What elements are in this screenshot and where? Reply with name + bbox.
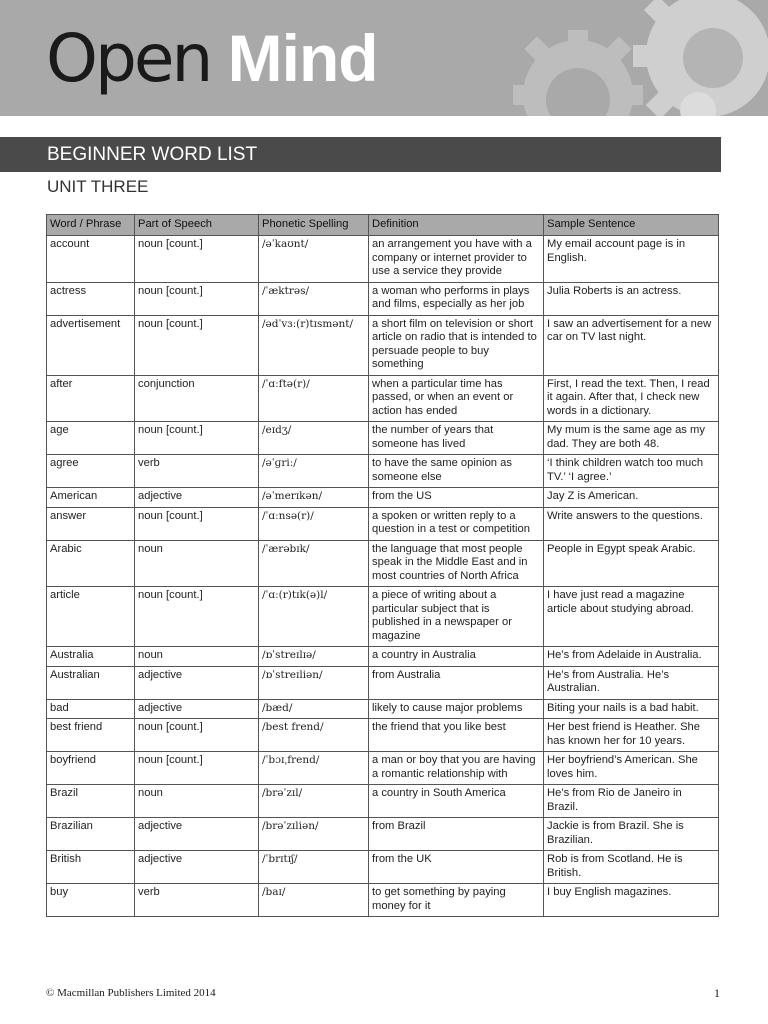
phonetic-cell: /ˈɑː(r)tɪk(ə)l/ [259, 587, 369, 647]
phonetic-cell: /brəˈzɪliən/ [259, 818, 369, 851]
part-of-speech-cell: adjective [135, 851, 259, 884]
sample-sentence-cell: He’s from Australia. He’s Australian. [544, 666, 719, 699]
sample-sentence-cell: Jackie is from Brazil. She is Brazilian. [544, 818, 719, 851]
definition-cell: when a particular time has passed, or when an event or action has ended [369, 375, 544, 422]
word-cell: British [47, 851, 135, 884]
definition-cell: a man or boy that you are having a romantic relationship with [369, 752, 544, 785]
column-header: Phonetic Spelling [259, 215, 369, 236]
table-row [47, 507, 719, 540]
phonetic-cell: /əˈkaʊnt/ [259, 236, 369, 283]
phonetic-cell: /best frend/ [259, 719, 369, 752]
word-cell: actress [47, 282, 135, 315]
table-row [47, 488, 719, 508]
definition-cell: a country in Australia [369, 647, 544, 667]
definition-cell: the language that most people speak in the Middle East and in most countries of North Africa [369, 540, 544, 587]
table-row [47, 785, 719, 818]
word-cell: article [47, 587, 135, 647]
sample-sentence-cell: Jay Z is American. [544, 488, 719, 508]
table-header-row [47, 215, 719, 236]
section-banner: BEGINNER WORD LIST [0, 137, 721, 172]
definition-cell: a spoken or written reply to a question in a test or competition [369, 507, 544, 540]
sample-sentence-cell: Biting your nails is a bad habit. [544, 699, 719, 719]
sample-sentence-cell: Rob is from Scotland. He is British. [544, 851, 719, 884]
definition-cell: from Australia [369, 666, 544, 699]
definition-cell: to have the same opinion as someone else [369, 455, 544, 488]
table-body [47, 236, 719, 917]
word-cell: age [47, 422, 135, 455]
definition-cell: from the US [369, 488, 544, 508]
table-row [47, 375, 719, 422]
phonetic-cell: /ɒˈstreɪlɪə/ [259, 647, 369, 667]
table-row [47, 282, 719, 315]
part-of-speech-cell: adjective [135, 818, 259, 851]
part-of-speech-cell: noun [count.] [135, 507, 259, 540]
logo-open: Open [46, 20, 211, 97]
phonetic-cell: /baɪ/ [259, 884, 369, 917]
page-number: 1 [714, 986, 720, 1000]
part-of-speech-cell: verb [135, 884, 259, 917]
part-of-speech-cell: noun [135, 540, 259, 587]
word-cell: Australia [47, 647, 135, 667]
definition-cell: to get something by paying money for it [369, 884, 544, 917]
sample-sentence-cell: Her best friend is Heather. She has known her for 10 years. [544, 719, 719, 752]
part-of-speech-cell: noun [count.] [135, 587, 259, 647]
logo-mind: Mind [227, 21, 378, 95]
table-row [47, 884, 719, 917]
sample-sentence-cell: First, I read the text. Then, I read it again. After that, I check new words in a dictionary. [544, 375, 719, 422]
part-of-speech-cell: noun [count.] [135, 752, 259, 785]
phonetic-cell: /ˈbrɪtɪʃ/ [259, 851, 369, 884]
sample-sentence-cell: I saw an advertisement for a new car on TV last night. [544, 315, 719, 375]
phonetic-cell: /ɒˈstreɪliən/ [259, 666, 369, 699]
table-row [47, 666, 719, 699]
phonetic-cell: /ˈɑːftə(r)/ [259, 375, 369, 422]
phonetic-cell: /ˈæktrəs/ [259, 282, 369, 315]
word-cell: boyfriend [47, 752, 135, 785]
part-of-speech-cell: noun [135, 785, 259, 818]
word-cell: agree [47, 455, 135, 488]
word-cell: Brazil [47, 785, 135, 818]
unit-title: UNIT THREE [47, 177, 149, 196]
phonetic-cell: /ˈærəbɪk/ [259, 540, 369, 587]
phonetic-cell: /ˈbɔɪˌfrend/ [259, 752, 369, 785]
copyright: © Macmillan Publishers Limited 2014 [46, 987, 216, 999]
definition-cell: a short film on television or short article on radio that is intended to persuade people to buy something [369, 315, 544, 375]
word-cell: bad [47, 699, 135, 719]
table-row [47, 699, 719, 719]
sample-sentence-cell: People in Egypt speak Arabic. [544, 540, 719, 587]
word-cell: American [47, 488, 135, 508]
phonetic-cell: /ˈɑːnsə(r)/ [259, 507, 369, 540]
sample-sentence-cell: My email account page is in English. [544, 236, 719, 283]
table-row [47, 540, 719, 587]
part-of-speech-cell: noun [count.] [135, 422, 259, 455]
table-row [47, 236, 719, 283]
part-of-speech-cell: conjunction [135, 375, 259, 422]
table-row [47, 315, 719, 375]
part-of-speech-cell: noun [135, 647, 259, 667]
table-row [47, 455, 719, 488]
sample-sentence-cell: He’s from Adelaide in Australia. [544, 647, 719, 667]
sample-sentence-cell: ‘I think children watch too much TV.’ ‘I agree.’ [544, 455, 719, 488]
word-cell: answer [47, 507, 135, 540]
column-header: Word / Phrase [47, 215, 135, 236]
part-of-speech-cell: noun [count.] [135, 236, 259, 283]
table-row [47, 647, 719, 667]
phonetic-cell: /əˈɡriː/ [259, 455, 369, 488]
column-header: Definition [369, 215, 544, 236]
definition-cell: the number of years that someone has lived [369, 422, 544, 455]
part-of-speech-cell: noun [count.] [135, 282, 259, 315]
phonetic-cell: /əˈmerɪkən/ [259, 488, 369, 508]
sample-sentence-cell: He’s from Rio de Janeiro in Brazil. [544, 785, 719, 818]
word-cell: best friend [47, 719, 135, 752]
part-of-speech-cell: adjective [135, 488, 259, 508]
table-row [47, 587, 719, 647]
part-of-speech-cell: adjective [135, 699, 259, 719]
definition-cell: from Brazil [369, 818, 544, 851]
table-row [47, 851, 719, 884]
page-header [0, 0, 768, 116]
word-cell: advertisement [47, 315, 135, 375]
definition-cell: likely to cause major problems [369, 699, 544, 719]
gears-icon [468, 0, 768, 116]
word-cell: Arabic [47, 540, 135, 587]
column-header: Sample Sentence [544, 215, 719, 236]
word-cell: Australian [47, 666, 135, 699]
definition-cell: the friend that you like best [369, 719, 544, 752]
part-of-speech-cell: noun [count.] [135, 719, 259, 752]
part-of-speech-cell: verb [135, 455, 259, 488]
table-row [47, 719, 719, 752]
table-row [47, 818, 719, 851]
phonetic-cell: /ədˈvɜː(r)tɪsmənt/ [259, 315, 369, 375]
sample-sentence-cell: My mum is the same age as my dad. They are both 48. [544, 422, 719, 455]
phonetic-cell: /bæd/ [259, 699, 369, 719]
logo [46, 18, 378, 99]
word-cell: Brazilian [47, 818, 135, 851]
column-header: Part of Speech [135, 215, 259, 236]
definition-cell: a country in South America [369, 785, 544, 818]
sample-sentence-cell: I have just read a magazine article about studying abroad. [544, 587, 719, 647]
sample-sentence-cell: Write answers to the questions. [544, 507, 719, 540]
sample-sentence-cell: I buy English magazines. [544, 884, 719, 917]
definition-cell: an arrangement you have with a company or internet provider to use a service they provide [369, 236, 544, 283]
definition-cell: a woman who performs in plays and films, especially as her job [369, 282, 544, 315]
word-list-table [46, 214, 719, 917]
phonetic-cell: /eɪdʒ/ [259, 422, 369, 455]
word-cell: account [47, 236, 135, 283]
part-of-speech-cell: noun [count.] [135, 315, 259, 375]
word-cell: after [47, 375, 135, 422]
sample-sentence-cell: Julia Roberts is an actress. [544, 282, 719, 315]
sample-sentence-cell: Her boyfriend’s American. She loves him. [544, 752, 719, 785]
part-of-speech-cell: adjective [135, 666, 259, 699]
table-row [47, 422, 719, 455]
word-cell: buy [47, 884, 135, 917]
table-row [47, 752, 719, 785]
definition-cell: a piece of writing about a particular subject that is published in a newspaper or magazine [369, 587, 544, 647]
phonetic-cell: /brəˈzɪl/ [259, 785, 369, 818]
definition-cell: from the UK [369, 851, 544, 884]
